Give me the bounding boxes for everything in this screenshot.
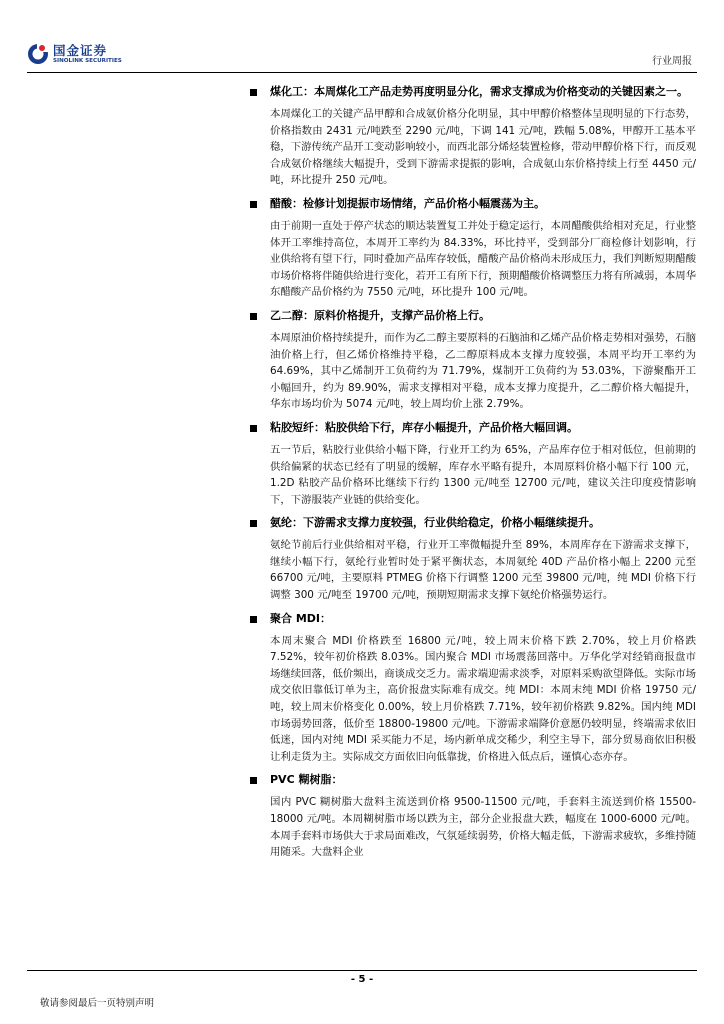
section-title: 醋酸：检修计划提振市场情绪，产品价格小幅震荡为主。	[270, 196, 545, 210]
bullet-square-icon	[250, 777, 257, 784]
section-coal-chemical	[250, 84, 696, 189]
bullet-square-icon	[250, 520, 257, 527]
section-title: 乙二醇：原料价格提升，支撑产品价格上行。	[270, 308, 490, 322]
section-acetic-acid	[250, 196, 696, 301]
bullet-square-icon	[250, 616, 257, 623]
logo-chinese-name: 国金证券	[53, 42, 108, 58]
section-title: 聚合 MDI：	[270, 611, 331, 625]
section-title: 粘胶短纤：粘胶供给下行，库存小幅提升，产品价格大幅回调。	[270, 420, 578, 434]
page-header	[0, 0, 724, 80]
report-type: 行业周报	[652, 56, 692, 67]
bullet-square-icon	[250, 89, 257, 96]
header-divider	[27, 72, 697, 73]
section-ethylene-glycol	[250, 308, 696, 413]
bullet-square-icon	[250, 201, 257, 208]
section-body: 本周末聚合 MDI 价格跌至 16800 元/吨，较上周末价格下跌 2.70%，较上月价格跌 7.52%，较年初价格跌 8.03%。国内聚合 MDI 市场震荡回落中。万华化学对经销商报盘市场继续回落，低价频出，商谈成交乏力。需求端迎需求淡季，对原料采购欲望降低。实际市场成交依旧靠低订单为主，高价报盘实际难有成交。纯 MDI：本周末纯 MDI 价格 19750 元/吨，较上周末价格变化 0.00%，较上月价格跌 7.71%，较年初价格跌 9.82%。国内纯 MDI 市场弱势回落，低价至 18800-19800 元/吨。下游需求端降价意愿仍较明显，终端需求依旧低迷，国内对纯 MDI 采买能力不足，场内新单成交稀少，利空主导下，部分贸易商依旧积极让利走货为主。实际成交方面依旧向低靠拢，价格进入低点后，谨慎心态亦存。	[270, 634, 697, 763]
section-title: 煤化工：本周煤化工产品走势再度明显分化，需求支撑成为价格变动的关键因素之一。	[270, 85, 688, 98]
main-content	[250, 84, 696, 868]
section-title: 氨纶：下游需求支撑力度较强，行业供给稳定，价格小幅继续提升。	[270, 516, 600, 530]
section-body: 五一节后，粘胶行业供给小幅下降，行业开工约为 65%，产品库存位于相对低位，但前期的供给偏紧的状态已经有了明显的缓解，库存水平略有提升，本周原料价格小幅下行 100 元，1.2D 粘胶产品价格环比继续下行约 1300 元/吨至 12700 元/吨，建议关注印度疫情影响下，下游服装产业链的供给变化。	[270, 443, 696, 506]
section-title: PVC 糊树脂：	[270, 773, 343, 787]
disclaimer-note: 敬请参阅最后一页特别声明	[40, 998, 155, 1009]
page-number: - 5 -	[350, 974, 374, 985]
company-logo	[27, 43, 122, 65]
section-body: 本周煤化工的关键产品甲醇和合成氨价格分化明显，其中甲醇价格整体呈现明显的下行态势，价格指数由 2431 元/吨跌至 2290 元/吨，下调 141 元/吨，跌幅 5.08%，甲醇开工基本平稳，下游传统产品开工变动影响较小，而西北部分烯烃装置检修，带动甲醇价格下行，而反观合成氨价格继续大幅提升，受到下游需求提振的影响，合成氨山东价格持续上行至 4450 元/吨，环比提升 250 元/吨。	[270, 108, 697, 187]
section-pvc-paste-resin	[250, 772, 696, 860]
section-spandex	[250, 515, 696, 603]
section-viscose-staple	[250, 420, 696, 508]
section-polymeric-mdi	[250, 611, 696, 766]
section-body: 本周原油价格持续提升，而作为乙二醇主要原料的石脑油和乙烯产品价格走势相对强势，石脑油价格上行，但乙烯价格维持平稳，乙二醇原料成本支撑力度较强，本周平均开工率约为 64.69%，其中乙烯制开工负荷约为 71.79%，煤制开工负荷约为 53.03%，下游聚酯开工小幅回升，约为 89.90%，需求支撑相对平稳，成本支撑力度提升，乙二醇价格大幅提升，华东市场均价为 5074 元/吨，较上周均价上涨 2.79%。	[270, 331, 697, 411]
logo-english-name: SINOLINK SECURITIES	[53, 57, 122, 64]
section-body: 由于前期一直处于停产状态的顺达装置复工并处于稳定运行，本周醋酸供给相对充足，行业整体开工率维持高位，本周开工率约为 84.33%，环比持平，受到部分厂商检修计划影响，行业供给将有望下行，同时叠加产品库存较低，醋酸产品价格尚未形成压力，我们判断短期醋酸市场价格将伴随供给进行变化，若开工有所下行，预期醋酸价格调整压力将有所减弱，本周华东醋酸产品价格约为 7550 元/吨，环比提升 100 元/吨。	[270, 219, 697, 299]
sinolink-logo-icon	[27, 43, 49, 65]
section-body: 国内 PVC 糊树脂大盘料主流送到价格 9500-11500 元/吨，手套料主流送到价格 15500-18000 元/吨。本周糊树脂市场以跌为主，部分企业报盘大跌，幅度在 1000-6000 元/吨。本周手套料市场供大于求局面难改，气氛延续弱势，价格大幅走低，下游需求疲软，多维持随用随采。大盘料企业	[270, 796, 697, 859]
footer-divider	[27, 970, 697, 971]
bullet-square-icon	[250, 425, 257, 432]
bullet-square-icon	[250, 313, 257, 320]
section-body: 氨纶节前后行业供给相对平稳，行业开工率微幅提升至 89%，本周库存在下游需求支撑下，继续小幅下行，氨纶行业暂时处于紧平衡状态，本周氨纶 40D 产品价格小幅上 2200 元至 66700 元/吨，主要原料 PTMEG 价格下行调整 1200 元至 39800 元/吨，纯 MDI 价格下行调整 300 元/吨至 19700 元/吨，预期短期需求支撑下氨纶价格强势运行。	[270, 539, 696, 602]
